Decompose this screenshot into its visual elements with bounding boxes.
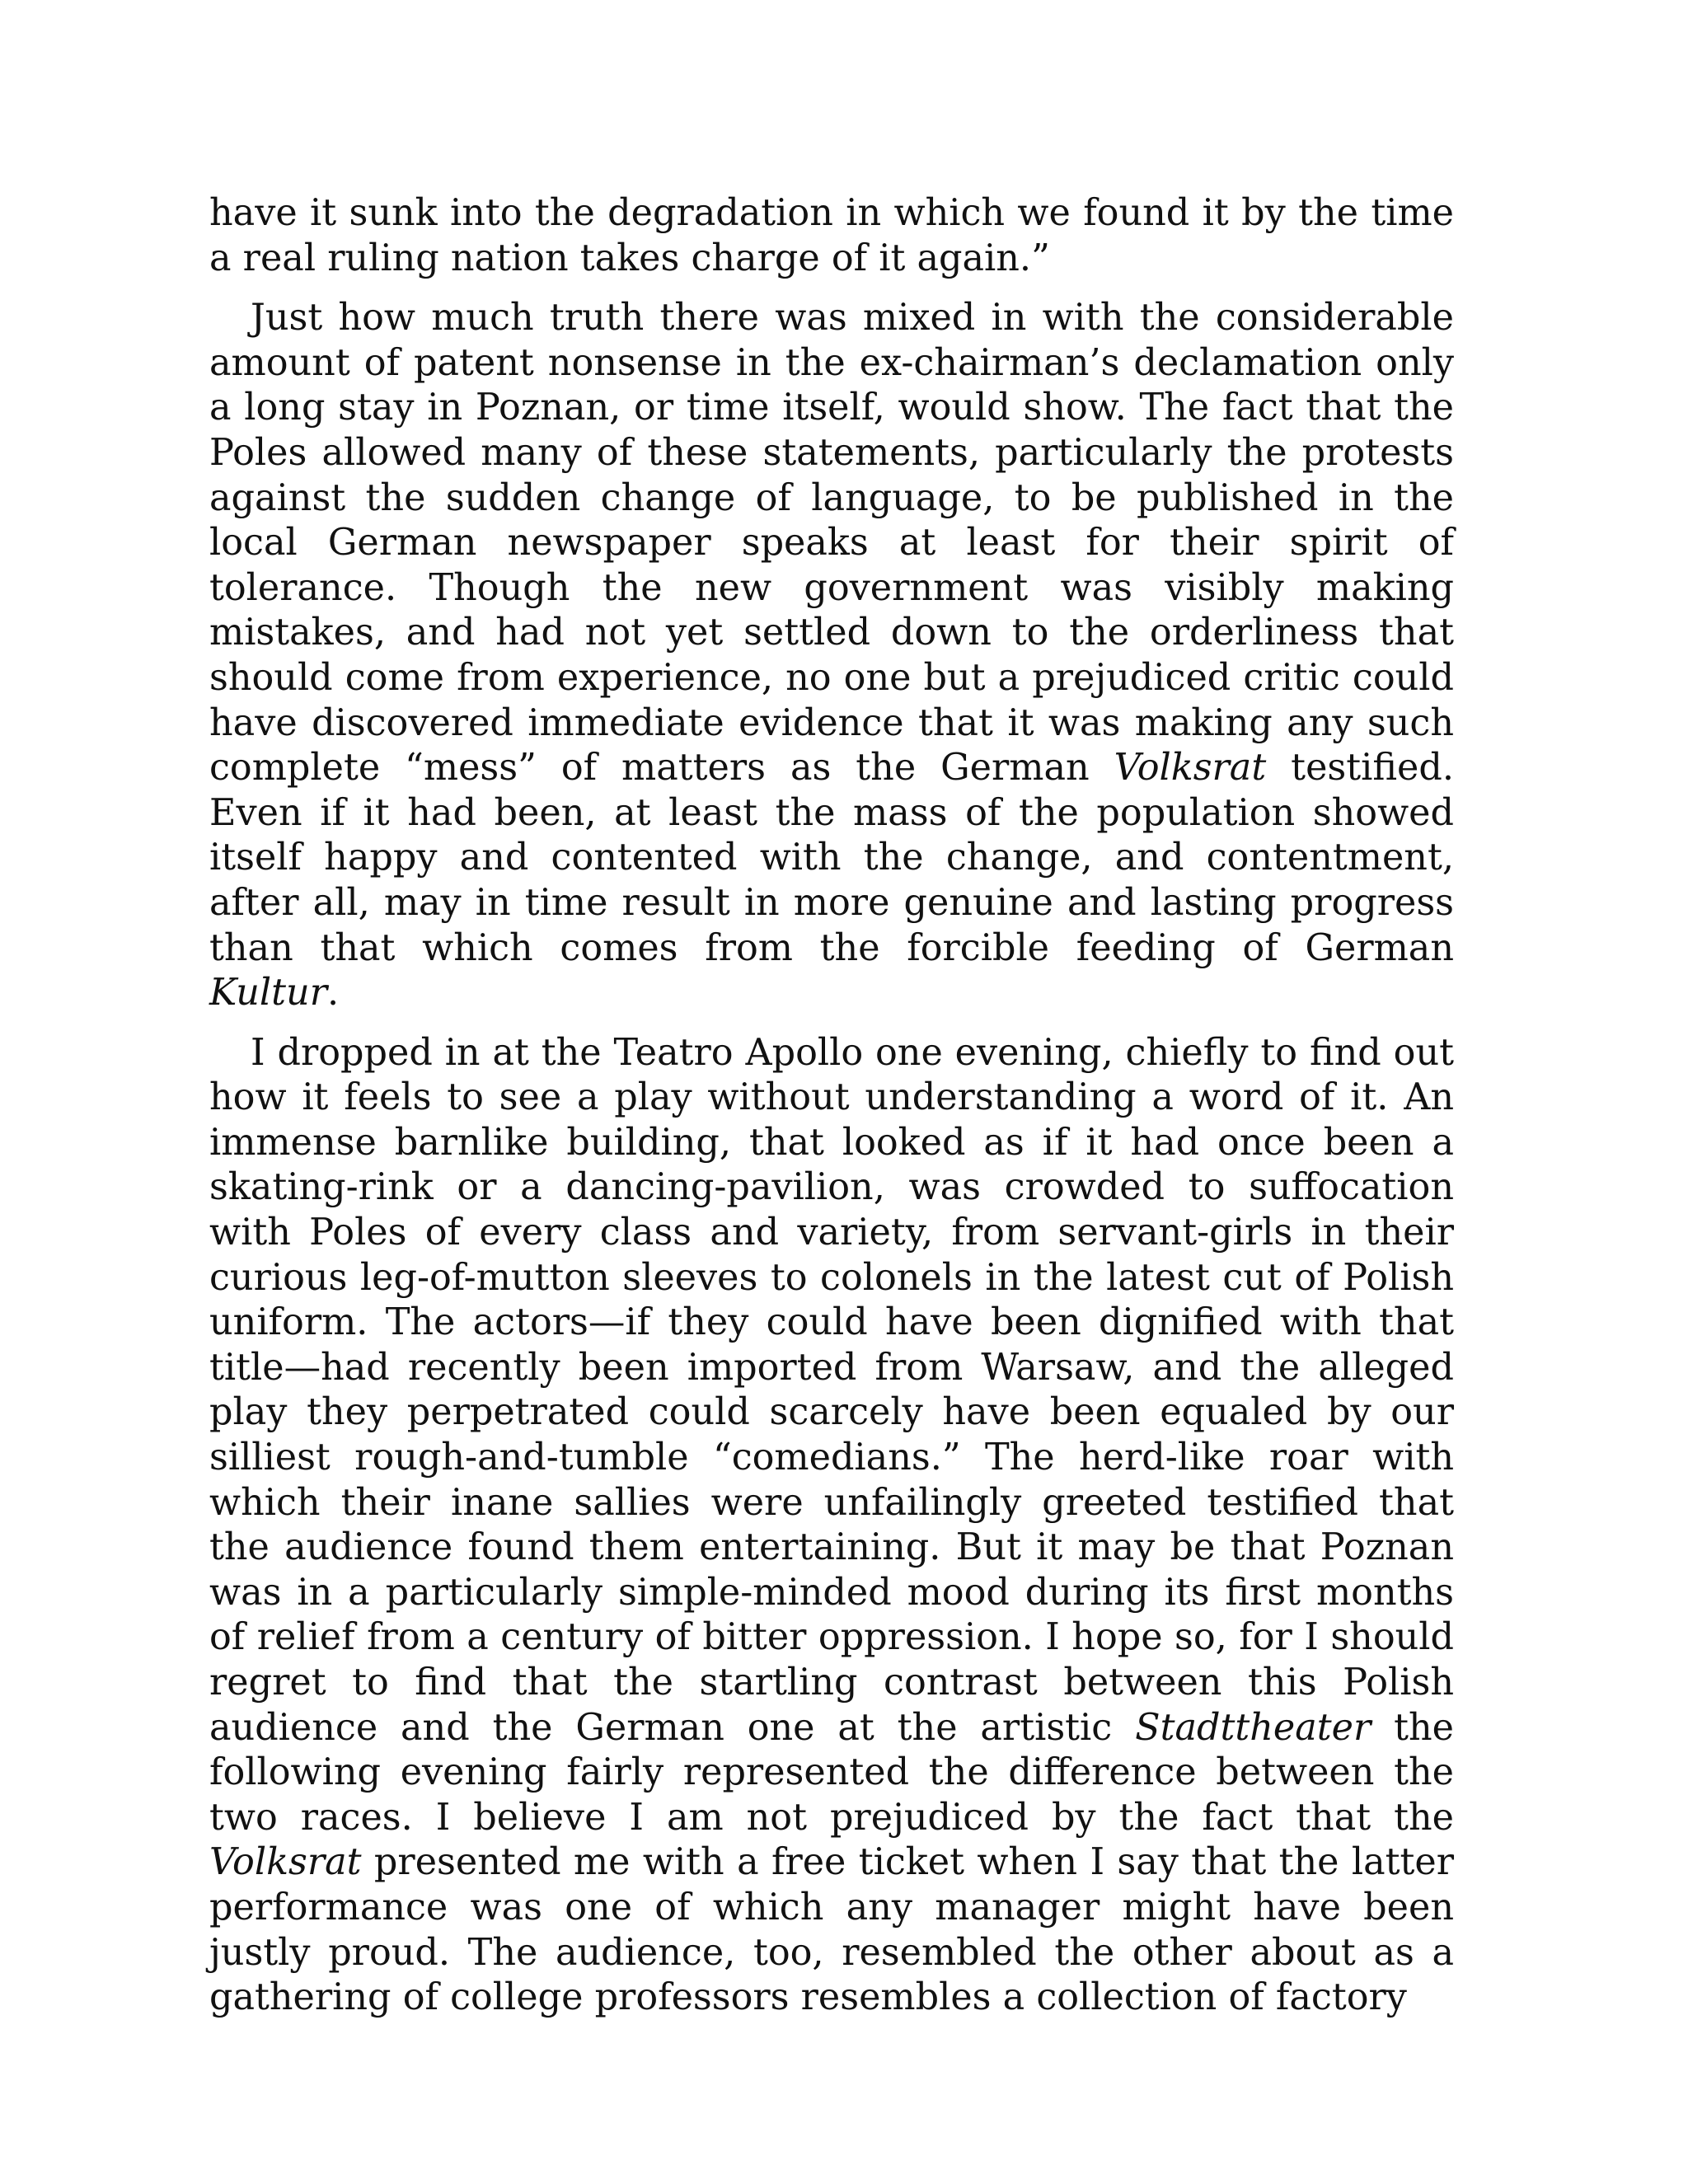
italic-term: Stadttheater [1135, 1706, 1372, 1749]
paragraph [209, 296, 1454, 1016]
italic-term: Volksrat [209, 1841, 362, 1884]
text-run: testified. Even if it had been, at least the mass of the population showed itself happy and contented with the change, and contentment, after all, may in time result in more genuine and lasting progress than that which comes from the forcible feeding of German [209, 747, 1455, 969]
text-run: presented me with a free ticket when I say that the latter performance was one of which any manager might have been justly proud. The audience, too, resembled the other about as a gathering of college professors resembles a collection of factory [209, 1841, 1454, 2019]
italic-term: Kultur [209, 972, 327, 1015]
paragraph [209, 1031, 1454, 2021]
text-run: the following evening fairly represented the difference between the two races. I believe I am not prejudiced by the fact that the [209, 1706, 1454, 1839]
text-run: . [326, 972, 340, 1015]
italic-term: Volksrat [1114, 747, 1267, 790]
text-run: have it sunk into the degradation in which we found it by the time a real ruling nation takes charge of it again.” [209, 192, 1454, 279]
text-run: I dropped in at the Teatro Apollo one evening, chiefly to find out how it feels to see a play without understanding a word of it. An immense barnlike building, that looked as if it had once been a skating-rink or a dancing-pavilion, was crowded to suffocation with Poles of every class and variety, from servant-girls in their curious leg-of-mutton sleeves to colonels in the latest cut of Polish uniform. The actors—if they could have been dignified with that title—had recently been imported from Warsaw, and the alleged play they perpetrated could scarcely have been equaled by our silliest rough-and-tumble “comedians.” The herd-like roar with which their inane sallies were unfailingly greeted testified that the audience found them entertaining. But it may be that Poznan was in a particularly simple-minded mood during its first months of relief from a century of bitter oppression. I hope so, for I should regret to find that the startling contrast between this Polish audience and the German one at the artistic [209, 1031, 1454, 1749]
text-run: Just how much truth there was mixed in with the considerable amount of patent nonsense in the ex-chairman’s declamation only a long stay in Poznan, or time itself, would show. The fact that the Poles allowed many of these statements, particularly the protests against the sudden change of language, to be published in the local German newspaper speaks at least for their spirit of tolerance. Though the new government was visibly making mistakes, and had not yet settled down to the orderliness that should come from experience, no one but a prejudiced critic could have discovered immediate evidence that it was making any such complete “mess” of matters as the German [209, 297, 1454, 790]
body-text [209, 191, 1454, 2036]
paragraph [209, 191, 1454, 281]
